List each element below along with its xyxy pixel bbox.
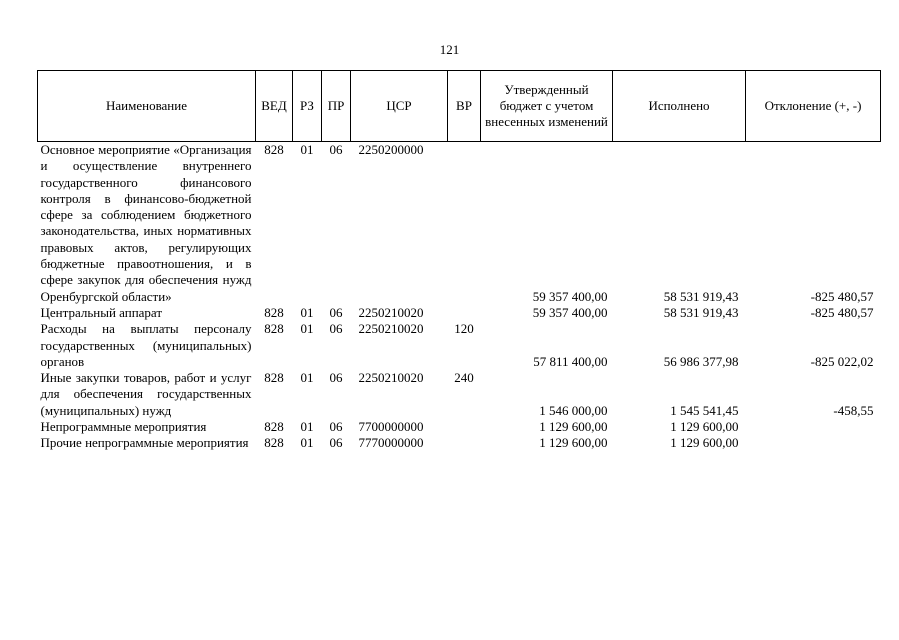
header-pr: ПР — [322, 71, 351, 142]
row-vr — [448, 435, 481, 451]
row-vr — [448, 142, 481, 305]
table-row — [38, 305, 881, 321]
table-row — [38, 419, 881, 435]
row-csr: 7770000000 — [358, 435, 424, 451]
row-name: Основное мероприятие «Организация и осуществление внутреннего государственного финансового контроля в финансово-бюджетной сфере за соблюдением бюджетного законодательства, иных нормативных правовых актов, регулирующих бюджетные правоотношения, и в сфере закупок для обеспечения нужд Оренбургской области» — [40, 142, 252, 304]
table-row — [38, 142, 881, 305]
row-name: Иные закупки товаров, работ и услуг для обеспечения государственных (муниципальных) нужд — [40, 370, 252, 418]
row-executed: 1 129 600,00 — [670, 419, 739, 435]
table-row — [38, 370, 881, 419]
row-approved: 1 129 600,00 — [539, 435, 608, 451]
table-row — [38, 321, 881, 370]
row-name: Расходы на выплаты персоналу государственных (муниципальных) органов — [40, 321, 252, 369]
row-executed: 1 129 600,00 — [670, 435, 739, 451]
header-ved: ВЕД — [256, 71, 293, 142]
header-approved: Утвержденный бюджет с учетом внесенных изменений — [481, 71, 613, 142]
row-ved: 828 — [264, 419, 284, 435]
row-approved: 57 811 400,00 — [533, 353, 608, 369]
row-name: Непрограммные мероприятия — [40, 419, 207, 435]
budget-table — [37, 70, 881, 452]
row-approved: 1 129 600,00 — [539, 419, 608, 435]
row-vr: 240 — [454, 370, 474, 386]
header-rz: РЗ — [293, 71, 322, 142]
table-row — [38, 435, 881, 451]
row-vr — [448, 305, 481, 321]
row-pr: 06 — [329, 304, 343, 320]
row-ved: 828 — [264, 321, 284, 337]
row-executed: 1 545 541,45 — [670, 402, 739, 418]
row-approved: 59 357 400,00 — [532, 304, 608, 320]
row-executed: 58 531 919,43 — [663, 304, 739, 320]
row-csr: 2250210020 — [358, 304, 424, 320]
row-name: Центральный аппарат — [40, 304, 163, 320]
row-rz: 01 — [300, 370, 314, 386]
row-ved: 828 — [264, 370, 284, 386]
header-name: Наименование — [38, 71, 256, 142]
row-deviation — [746, 435, 881, 451]
row-pr: 06 — [329, 142, 343, 157]
row-deviation: -825 022,02 — [810, 353, 874, 369]
row-executed: 58 531 919,43 — [663, 288, 739, 304]
header-executed: Исполнено — [613, 71, 746, 142]
row-approved: 59 357 400,00 — [532, 288, 608, 304]
row-pr: 06 — [329, 321, 343, 337]
row-deviation: -458,55 — [833, 402, 874, 418]
row-csr: 7700000000 — [358, 419, 424, 435]
row-executed: 56 986 377,98 — [663, 353, 739, 369]
row-rz: 01 — [300, 419, 314, 435]
header-vr: ВР — [448, 71, 481, 142]
table-header-row — [38, 71, 881, 142]
row-rz: 01 — [300, 304, 314, 320]
row-csr: 2250200000 — [358, 142, 424, 157]
row-pr: 06 — [329, 419, 343, 435]
row-rz: 01 — [300, 321, 314, 337]
row-ved: 828 — [264, 304, 284, 320]
row-ved: 828 — [264, 142, 284, 157]
row-pr: 06 — [329, 370, 343, 386]
row-deviation: -825 480,57 — [810, 304, 874, 320]
row-deviation — [746, 419, 881, 435]
row-pr: 06 — [329, 435, 343, 451]
row-name: Прочие непрограммные мероприятия — [40, 435, 249, 451]
row-ved: 828 — [264, 435, 284, 451]
row-vr — [448, 419, 481, 435]
row-csr: 2250210020 — [358, 370, 424, 386]
row-csr: 2250210020 — [358, 321, 424, 337]
row-rz: 01 — [300, 142, 314, 157]
page-number: 121 — [439, 42, 460, 57]
row-deviation: -825 480,57 — [810, 288, 874, 304]
header-csr: ЦСР — [351, 71, 448, 142]
row-vr: 120 — [454, 321, 474, 337]
row-approved: 1 546 000,00 — [539, 402, 608, 418]
row-rz: 01 — [300, 435, 314, 451]
header-deviation: Отклонение (+, -) — [746, 71, 881, 142]
